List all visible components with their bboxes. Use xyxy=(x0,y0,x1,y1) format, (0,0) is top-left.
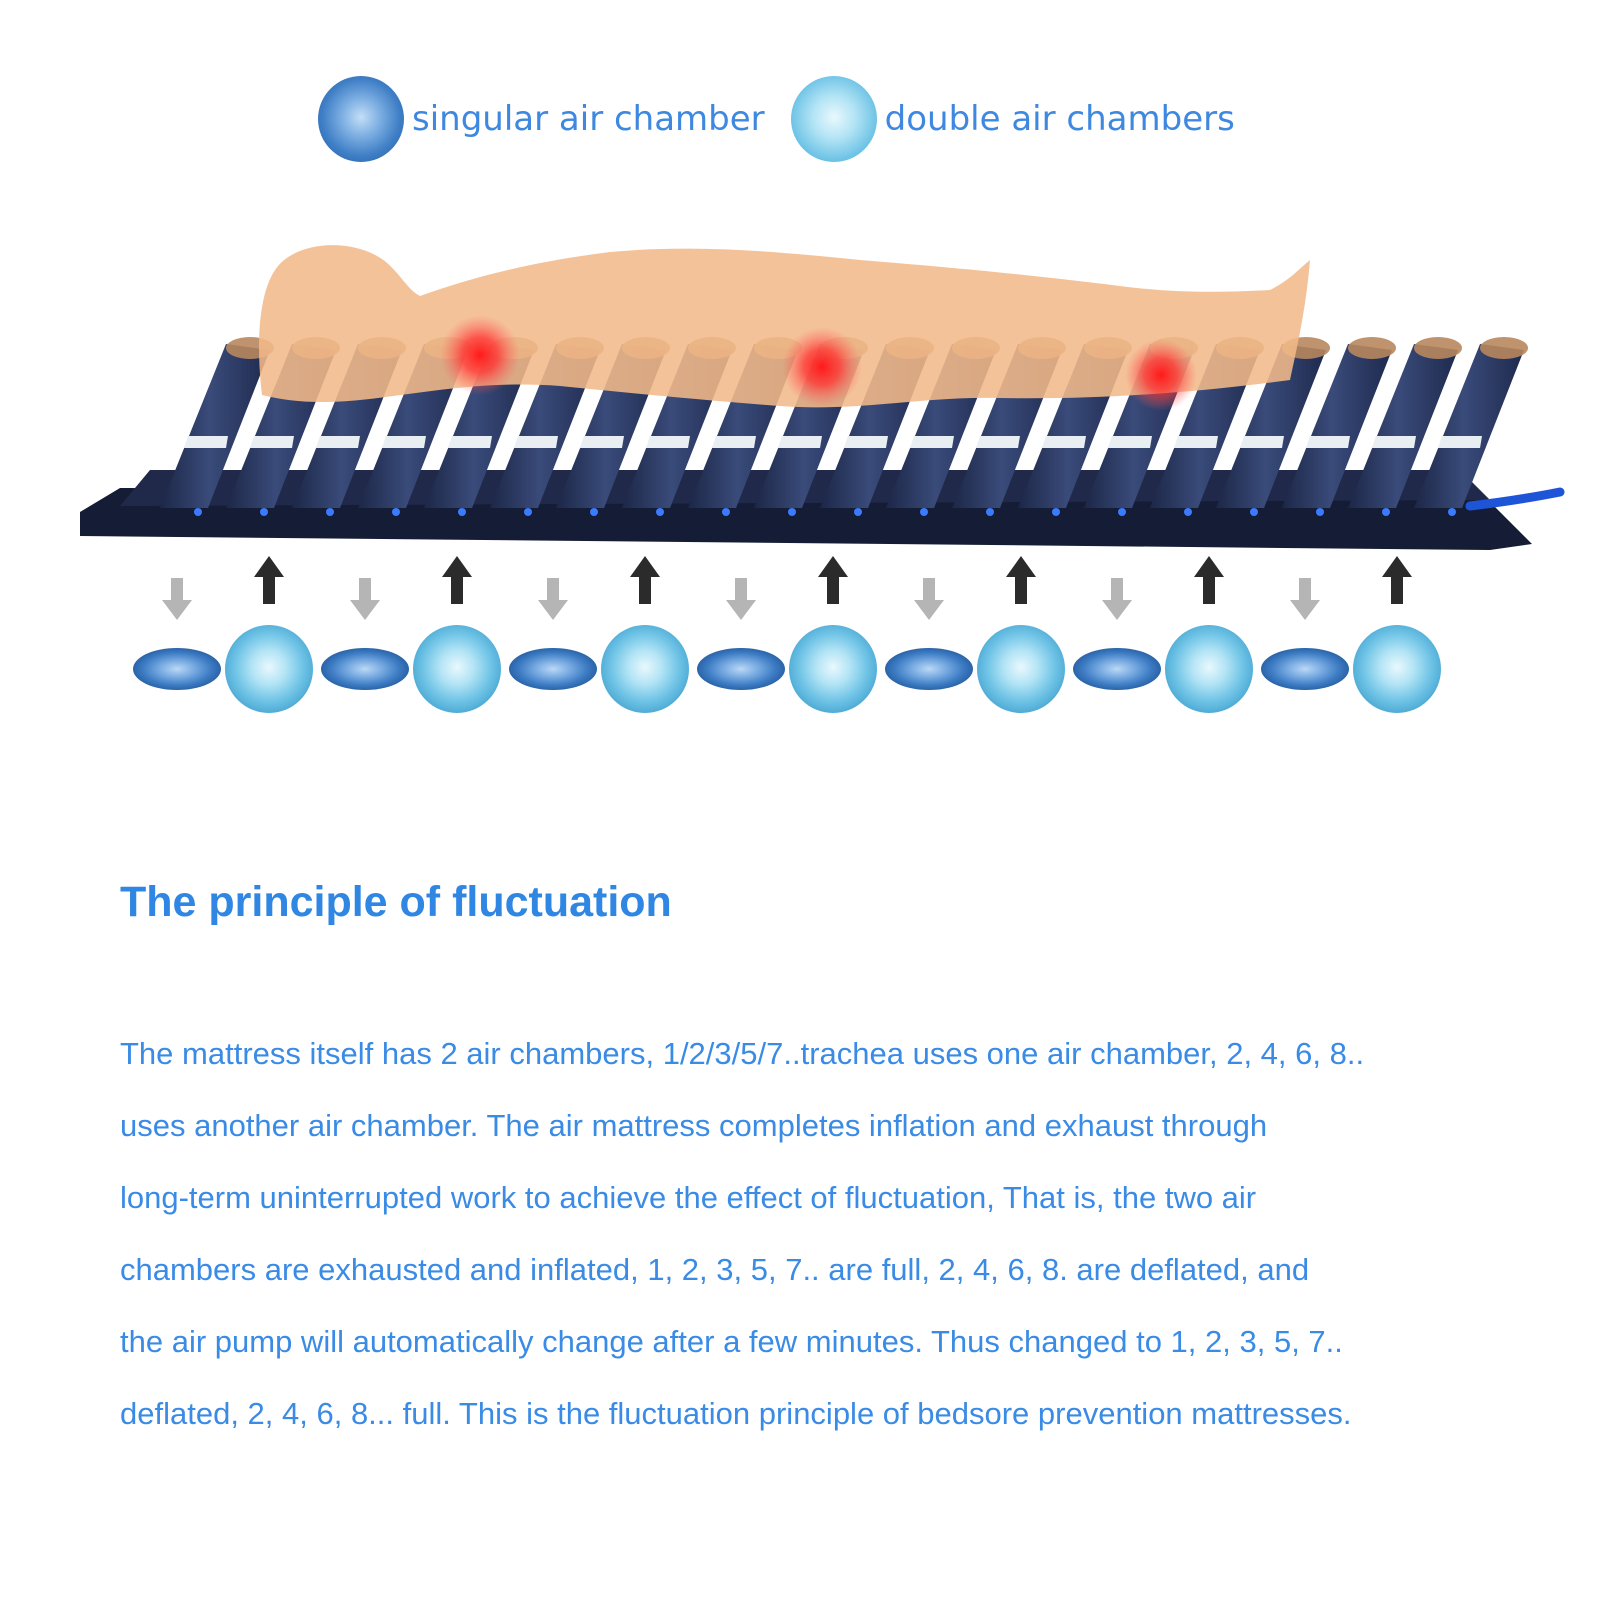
down-arrow xyxy=(726,578,756,620)
up-arrow xyxy=(818,556,848,604)
deflated-chamber xyxy=(321,648,409,690)
up-arrow xyxy=(1006,556,1036,604)
deflated-chamber xyxy=(133,648,221,690)
down-arrow xyxy=(162,578,192,620)
section-heading: The principle of fluctuation xyxy=(120,878,672,926)
inflated-chamber xyxy=(225,625,313,713)
single-chamber-label: singular air chamber xyxy=(412,99,765,139)
up-arrow xyxy=(1382,556,1412,604)
up-arrow xyxy=(442,556,472,604)
explanation-paragraph xyxy=(120,1018,1560,1450)
paragraph-line: deflated, 2, 4, 6, 8... full. This is the fluctuation principle of bedsore prevention mattresses. xyxy=(120,1396,1352,1431)
paragraph-line: uses another air chamber. The air mattress completes inflation and exhaust through xyxy=(120,1108,1268,1143)
deflated-chamber xyxy=(1261,648,1349,690)
up-arrow xyxy=(630,556,660,604)
double-chamber-label: double air chambers xyxy=(884,99,1235,139)
inflated-chamber xyxy=(1353,625,1441,713)
inflated-chamber xyxy=(601,625,689,713)
paragraph-line: chambers are exhausted and inflated, 1, 2, 3, 5, 7.. are full, 2, 4, 6, 8. are deflated, and xyxy=(120,1252,1310,1287)
inflated-chamber xyxy=(789,625,877,713)
pressure-point-heel xyxy=(1125,339,1197,411)
deflated-chamber xyxy=(697,648,785,690)
deflated-chamber xyxy=(509,648,597,690)
mattress-illustration xyxy=(0,0,1601,760)
down-arrow xyxy=(914,578,944,620)
up-arrow xyxy=(254,556,284,604)
chamber-row xyxy=(133,556,1441,713)
pressure-point-shoulder xyxy=(440,315,520,395)
pressure-point-hip xyxy=(782,327,862,407)
down-arrow xyxy=(350,578,380,620)
down-arrow xyxy=(1290,578,1320,620)
inflated-chamber xyxy=(1165,625,1253,713)
paragraph-line: long-term uninterrupted work to achieve the effect of fluctuation, That is, the two air xyxy=(120,1180,1257,1215)
paragraph-line: The mattress itself has 2 air chambers, 1/2/3/5/7..trachea uses one air chamber, 2, 4, 6, 8.. xyxy=(120,1036,1365,1071)
paragraph-line: the air pump will automatically change after a few minutes. Thus changed to 1, 2, 3, 5, 7.. xyxy=(120,1324,1343,1359)
inflated-chamber xyxy=(977,625,1065,713)
deflated-chamber xyxy=(885,648,973,690)
down-arrow xyxy=(1102,578,1132,620)
deflated-chamber xyxy=(1073,648,1161,690)
up-arrow xyxy=(1194,556,1224,604)
down-arrow xyxy=(538,578,568,620)
inflated-chamber xyxy=(413,625,501,713)
